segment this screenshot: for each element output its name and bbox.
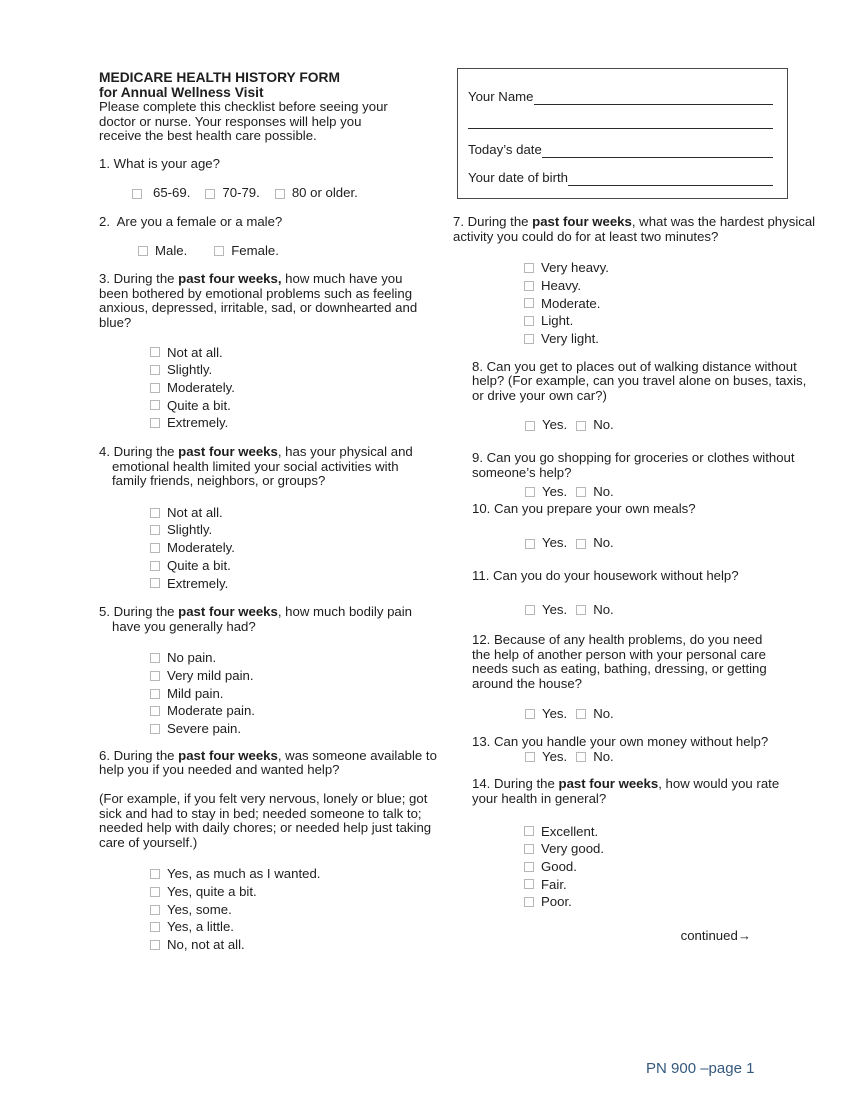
option-label: Poor.: [541, 894, 572, 910]
checkbox[interactable]: [576, 421, 586, 431]
question-text: 4. During the past four weeks, has your physical and: [99, 443, 413, 459]
checkbox[interactable]: [150, 940, 160, 950]
question-text: 1. What is your age?: [99, 155, 220, 171]
checkbox[interactable]: [524, 334, 534, 344]
question-9: [453, 451, 803, 500]
checkbox[interactable]: [525, 605, 535, 615]
option: [576, 750, 614, 765]
question-text: been bothered by emotional problems such as feeling: [99, 285, 413, 301]
question-3-options: [150, 344, 447, 432]
dob-row: [468, 166, 773, 186]
option-label: Yes, as much as I wanted.: [167, 866, 321, 882]
option-label: Yes, some.: [167, 901, 232, 917]
option: [150, 720, 447, 738]
checkbox[interactable]: [150, 653, 160, 663]
question-13: [453, 735, 803, 764]
option: [150, 883, 447, 901]
question-text: emotional health limited your social activities with: [112, 458, 399, 474]
checkbox[interactable]: [150, 561, 160, 571]
checkbox[interactable]: [150, 383, 160, 393]
option-label: Light.: [541, 313, 574, 329]
question-text: family friends, neighbors, or groups?: [112, 473, 326, 489]
option-label: Yes.: [542, 748, 568, 764]
option: [525, 603, 567, 618]
option-label: Very heavy.: [541, 260, 609, 276]
checkbox[interactable]: [150, 508, 160, 518]
option: [576, 707, 614, 722]
question-text: 3. During the past four weeks, how much have you: [99, 271, 403, 287]
option-label: No, not at all.: [167, 937, 245, 953]
checkbox[interactable]: [150, 347, 160, 357]
question-14: [453, 777, 803, 911]
checkbox[interactable]: [524, 263, 534, 273]
option-label: Female.: [231, 242, 279, 258]
option-label: No.: [593, 417, 614, 433]
checkbox[interactable]: [525, 709, 535, 719]
question-text: 9. Can you go shopping for groceries or clothes without: [472, 450, 795, 465]
option: [525, 750, 567, 765]
option-label: Not at all.: [167, 504, 223, 520]
option: [524, 858, 803, 876]
name-label: Your Name: [468, 89, 534, 104]
option: [525, 418, 567, 433]
question-text: blue?: [99, 314, 132, 330]
question-text: 5. During the past four weeks, how much bodily pain: [99, 604, 413, 620]
question-1-options: [132, 186, 447, 201]
option-label: No pain.: [167, 650, 217, 666]
option-label: No.: [593, 601, 614, 617]
checkbox[interactable]: [524, 879, 534, 889]
checkbox[interactable]: [576, 539, 586, 549]
option: [525, 485, 567, 500]
dob-label: Your date of birth: [468, 170, 568, 185]
checkbox[interactable]: [150, 418, 160, 428]
option: [275, 186, 358, 201]
option-label: Slightly.: [167, 522, 213, 538]
option: [150, 414, 447, 432]
option: [150, 649, 447, 667]
todays-date-label: Today’s date: [468, 142, 542, 157]
option: [524, 330, 803, 348]
checkbox[interactable]: [524, 897, 534, 907]
checkbox[interactable]: [150, 525, 160, 535]
option-label: Good.: [541, 858, 577, 874]
option: [150, 539, 447, 557]
question-11-yesno: [525, 603, 803, 618]
option-label: Moderately.: [167, 540, 235, 556]
form-subtitle: for Annual Wellness Visit: [99, 85, 264, 100]
option: [150, 865, 447, 883]
question-5: [99, 605, 447, 738]
question-12: [453, 633, 803, 721]
checkbox[interactable]: [150, 365, 160, 375]
question-text: 7. During the past four weeks, what was the hardest physical: [453, 214, 816, 229]
option-label: No.: [593, 748, 614, 764]
question-text: 13. Can you handle your own money without help?: [472, 734, 769, 750]
question-text: your health in general?: [472, 790, 607, 806]
option-label: Fair.: [541, 876, 567, 892]
continued-note: continued→: [680, 927, 751, 943]
question-6-note: [99, 792, 447, 850]
question-text: activity you could do for at least two minutes?: [453, 228, 719, 244]
option-label: 70-79.: [222, 185, 260, 201]
name-input-line[interactable]: [534, 88, 774, 105]
checkbox[interactable]: [525, 539, 535, 549]
question-10-yesno: [525, 536, 803, 551]
option: [576, 603, 614, 618]
question-text: the help of another person with your personal care: [472, 646, 766, 662]
option-label: Yes.: [542, 484, 568, 500]
name-overflow-line[interactable]: [468, 128, 773, 129]
option-label: Not at all.: [167, 344, 223, 360]
option: [524, 312, 803, 330]
question-text: help you if you needed and wanted help?: [99, 762, 340, 778]
question-4: [99, 445, 447, 592]
question-5-options: [150, 649, 447, 737]
intro-line: receive the best health care possible.: [99, 128, 317, 144]
checkbox[interactable]: [150, 400, 160, 410]
todays-date-input-line[interactable]: [542, 141, 773, 158]
note-line: needed help with daily chores; or needed help just taking: [99, 820, 432, 836]
option: [576, 418, 614, 433]
option-label: Very light.: [541, 330, 599, 346]
checkbox[interactable]: [150, 905, 160, 915]
patient-info-box: [457, 68, 788, 199]
option: [150, 344, 447, 362]
form-title: MEDICARE HEALTH HISTORY FORM: [99, 70, 340, 85]
question-9-yesno: [525, 485, 803, 500]
option: [150, 397, 447, 415]
checkbox[interactable]: [576, 605, 586, 615]
option-label: Extremely.: [167, 575, 229, 591]
name-row: [468, 85, 773, 105]
option: [576, 485, 614, 500]
checkbox[interactable]: [150, 578, 160, 588]
option-label: Yes, quite a bit.: [167, 884, 257, 900]
option: [138, 244, 187, 259]
question-13-yesno: [525, 750, 803, 765]
question-text: 8. Can you get to places out of walking distance without: [472, 358, 797, 374]
option: [524, 295, 803, 313]
checkbox[interactable]: [524, 281, 534, 291]
checkbox[interactable]: [150, 724, 160, 734]
question-6-options: [150, 865, 447, 953]
option-label: Heavy.: [541, 277, 582, 293]
checkbox[interactable]: [524, 316, 534, 326]
question-7: [453, 214, 816, 348]
question-1: [99, 157, 447, 172]
question-text: 14. During the past four weeks, how would you rate: [472, 776, 780, 792]
option-label: Very good.: [541, 841, 605, 857]
option: [150, 702, 447, 720]
option: [525, 536, 567, 551]
option: [205, 186, 259, 201]
option: [576, 536, 614, 551]
form-header: [99, 70, 447, 144]
checkbox[interactable]: [150, 922, 160, 932]
option-label: 65-69.: [153, 185, 191, 201]
option-label: No.: [593, 705, 614, 721]
option-label: No.: [593, 484, 614, 500]
option: [524, 893, 803, 911]
checkbox[interactable]: [525, 752, 535, 762]
option: [524, 259, 803, 277]
checkbox[interactable]: [150, 689, 160, 699]
checkbox[interactable]: [524, 844, 534, 854]
option: [150, 667, 447, 685]
question-text: 10. Can you prepare your own meals?: [472, 500, 696, 516]
question-11: [453, 569, 803, 617]
question-8-yesno: [525, 418, 803, 433]
checkbox[interactable]: [150, 706, 160, 716]
option-label: Yes.: [542, 705, 568, 721]
checkbox[interactable]: [205, 189, 215, 199]
checkbox[interactable]: [525, 487, 535, 497]
note-line: (For example, if you felt very nervous, lonely or blue; got: [99, 791, 428, 806]
question-text: have you generally had?: [112, 618, 256, 634]
option: [524, 277, 803, 295]
question-text: 2. Are you a female or a male?: [99, 213, 283, 229]
option: [150, 379, 447, 397]
option-label: Yes.: [542, 601, 568, 617]
left-column: [99, 0, 447, 954]
option: [524, 840, 803, 858]
option: [150, 361, 447, 379]
checkbox[interactable]: [576, 709, 586, 719]
option-label: Yes.: [542, 417, 568, 433]
page-footer: PN 900 –page 1: [646, 1060, 755, 1077]
option-label: Yes, a little.: [167, 919, 234, 935]
option-label: Slightly.: [167, 362, 213, 378]
question-8: [453, 358, 807, 433]
right-column: [453, 0, 816, 943]
option-label: Yes.: [542, 535, 568, 551]
option: [524, 876, 803, 894]
option: [525, 707, 567, 722]
option-label: Very mild pain.: [167, 668, 254, 684]
checkbox[interactable]: [138, 246, 148, 256]
option: [150, 557, 447, 575]
option-label: Excellent.: [541, 823, 599, 839]
option: [150, 901, 447, 919]
question-text: help? (For example, can you travel alone on buses, taxis,: [472, 373, 807, 389]
option-label: Extremely.: [167, 415, 229, 431]
checkbox[interactable]: [524, 862, 534, 872]
checkbox[interactable]: [576, 487, 586, 497]
question-14-options: [524, 823, 803, 911]
option-label: Moderately.: [167, 379, 235, 395]
option-label: Moderate.: [541, 295, 601, 311]
note-line: care of yourself.): [99, 834, 198, 850]
question-2: [99, 215, 447, 230]
option-label: Quite a bit.: [167, 557, 231, 573]
question-text: needs such as eating, bathing, dressing, or getting: [472, 661, 767, 677]
option-label: No.: [593, 535, 614, 551]
option-label: Moderate pain.: [167, 703, 255, 719]
question-text: or drive your own car?): [472, 387, 607, 403]
question-6: [99, 749, 447, 954]
option: [150, 521, 447, 539]
checkbox[interactable]: [150, 543, 160, 553]
checkbox[interactable]: [150, 887, 160, 897]
option: [150, 918, 447, 936]
checkbox[interactable]: [150, 671, 160, 681]
question-2-options: [138, 244, 447, 259]
question-3: [99, 272, 447, 432]
question-text: 6. During the past four weeks, was someone available to: [99, 747, 437, 763]
option: [214, 244, 279, 259]
checkbox[interactable]: [275, 189, 285, 199]
note-line: sick and had to stay in bed; needed someone to talk to;: [99, 805, 422, 821]
intro-line: doctor or nurse. Your responses will help you: [99, 113, 362, 129]
option: [150, 575, 447, 593]
checkbox[interactable]: [150, 869, 160, 879]
option-label: 80 or older.: [291, 185, 358, 201]
option: [524, 823, 803, 841]
option: [150, 685, 447, 703]
question-text: someone’s help?: [472, 464, 572, 480]
question-10: [453, 502, 803, 551]
question-text: anxious, depressed, irritable, sad, or downhearted and: [99, 300, 418, 316]
option-label: Male.: [155, 242, 188, 258]
option-label: Quite a bit.: [167, 397, 231, 413]
dob-input-line[interactable]: [568, 169, 773, 186]
checkbox[interactable]: [525, 421, 535, 431]
checkbox[interactable]: [214, 246, 224, 256]
checkbox[interactable]: [576, 752, 586, 762]
option-label: Mild pain.: [167, 685, 224, 701]
checkbox[interactable]: [524, 298, 534, 308]
checkbox[interactable]: [132, 189, 142, 199]
question-text: 12. Because of any health problems, do you need: [472, 632, 763, 648]
checkbox[interactable]: [524, 826, 534, 836]
question-4-options: [150, 504, 447, 592]
question-text: around the house?: [472, 675, 582, 691]
option: [150, 504, 447, 522]
question-text: 11. Can you do your housework without help?: [472, 567, 739, 583]
date-row: [468, 138, 773, 158]
question-12-yesno: [525, 707, 803, 722]
intro-line: Please complete this checklist before seeing your: [99, 99, 388, 114]
option-label: Severe pain.: [167, 721, 242, 737]
question-7-options: [524, 259, 803, 347]
option: [132, 186, 190, 201]
option: [150, 936, 447, 954]
